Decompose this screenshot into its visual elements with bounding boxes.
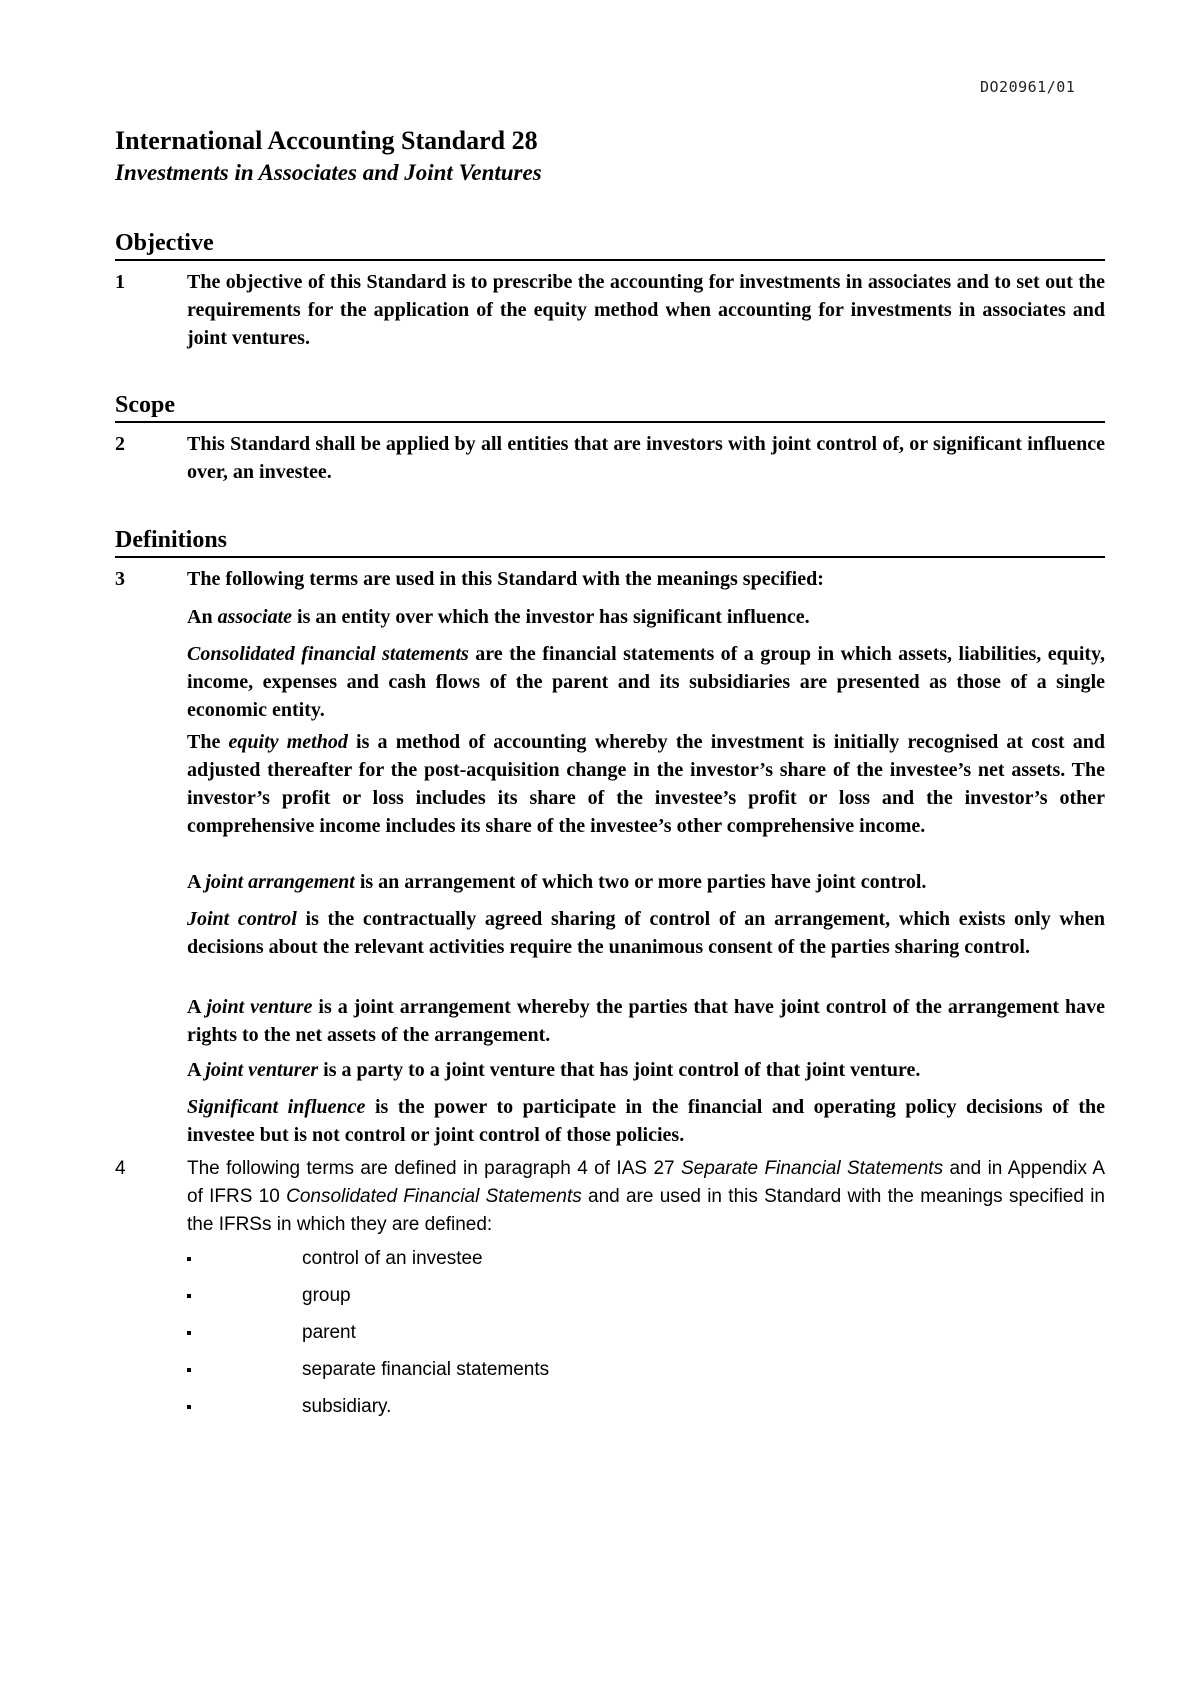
- definition-body: is a party to a joint venture that has joint control of that joint venture.: [318, 1059, 921, 1081]
- definition-joint-control: [187, 905, 1105, 961]
- paragraph-text: The objective of this Standard is to prescribe the accounting for investments in associates and to set out the requirements for the application of the equity method when accounting for investments in associates and joint ventures.: [187, 271, 1105, 349]
- bullet-marker: [187, 1405, 191, 1409]
- paragraph-4: [115, 1155, 1105, 1239]
- definition-body: is an arrangement of which two or more parties have joint control.: [354, 871, 927, 893]
- text-run: and are used in this Standard with the meanings specified in the IFRSs in which they are defined:: [187, 1186, 1106, 1235]
- paragraph-1: [115, 268, 1105, 352]
- definition-prefix: A: [187, 996, 207, 1018]
- definition-joint-arrangement: [187, 868, 1105, 896]
- objective-heading: Objective: [115, 228, 1105, 261]
- standard-subtitle: Investments in Associates and Joint Ventures: [115, 160, 542, 185]
- paragraph-3: [115, 565, 1105, 593]
- definition-term: Joint control: [187, 908, 297, 930]
- referenced-standard-title: Consolidated Financial Statements: [286, 1186, 582, 1207]
- definition-equity-method: [187, 728, 1105, 840]
- definition-prefix: A: [187, 871, 206, 893]
- definition-joint-venturer: [187, 1056, 1105, 1084]
- document-id: DO20961/01: [980, 78, 1076, 96]
- referenced-standard-title: Separate Financial Statements: [681, 1158, 944, 1179]
- definition-significant-influence: [187, 1093, 1105, 1149]
- paragraph-number: 4: [115, 1158, 126, 1179]
- definition-associate: [187, 603, 1105, 631]
- text-run: The following terms are defined in paragraph 4 of IAS 27: [187, 1158, 681, 1179]
- definition-term: Significant influence: [187, 1096, 366, 1118]
- definition-body: is the power to participate in the financial and operating policy decisions of the investee but is not control or joint control of those policies.: [187, 1096, 1105, 1146]
- bullet-marker: [187, 1368, 191, 1372]
- list-item-text: control of an investee: [302, 1248, 483, 1269]
- definition-term: joint arrangement: [205, 871, 355, 893]
- paragraph-number: 1: [115, 271, 125, 293]
- definition-body: is a method of accounting whereby the investment is initially recognised at cost and adjusted thereafter for the post-acquisition change in the investor’s share of the investee’s net assets. The investor’s profit or loss includes its share of the investee’s profit or loss and the investor’s other comprehensive income includes its share of the investee’s other comprehensive income.: [187, 731, 1105, 837]
- definition-term: joint venturer: [205, 1059, 319, 1081]
- definition-term: equity method: [228, 731, 348, 753]
- definition-body: is a joint arrangement whereby the parties that have joint control of the arrangement have rights to the net assets of the arrangement.: [187, 996, 1106, 1046]
- paragraph-text: The following terms are used in this Standard with the meanings specified:: [187, 568, 824, 590]
- list-item-text: group: [302, 1285, 351, 1306]
- bullet-marker: [187, 1257, 191, 1261]
- definition-term: associate: [217, 606, 293, 628]
- paragraph-2: [115, 430, 1105, 486]
- definition-joint-venture: [187, 993, 1105, 1049]
- bullet-marker: [187, 1294, 191, 1298]
- paragraph-number: 3: [115, 568, 125, 590]
- paragraph-text: This Standard shall be applied by all entities that are investors with joint control of, or significant influence over, an investee.: [187, 433, 1105, 483]
- definition-body: are the financial statements of a group in which assets, liabilities, equity, income, expenses and cash flows of the parent and its subsidiaries are presented as those of a single economic entity.: [187, 643, 1105, 721]
- scope-heading: Scope: [115, 390, 1105, 423]
- standard-title: International Accounting Standard 28: [115, 126, 538, 155]
- definition-body: is an entity over which the investor has significant influence.: [292, 606, 810, 628]
- paragraph-text: [187, 1155, 1105, 1239]
- definition-prefix: A: [187, 1059, 206, 1081]
- definition-prefix: The: [187, 731, 229, 753]
- paragraph-number: 2: [115, 433, 125, 455]
- list-item-text: subsidiary.: [302, 1396, 392, 1417]
- definition-term: joint venture: [206, 996, 313, 1018]
- bullet-marker: [187, 1331, 191, 1335]
- text-run: and in Appendix A of IFRS 10: [187, 1158, 1105, 1207]
- definition-prefix: An: [187, 606, 218, 628]
- definition-consolidated-financial-statements: [187, 640, 1105, 724]
- definition-body: is the contractually agreed sharing of control of an arrangement, which exists only when decisions about the relevant activities require the unanimous consent of the parties sharing control.: [187, 908, 1105, 958]
- definitions-heading: Definitions: [115, 525, 1105, 558]
- definition-term: Consolidated financial statements: [187, 643, 469, 665]
- list-item-text: separate financial statements: [302, 1359, 550, 1380]
- list-item-text: parent: [302, 1322, 356, 1343]
